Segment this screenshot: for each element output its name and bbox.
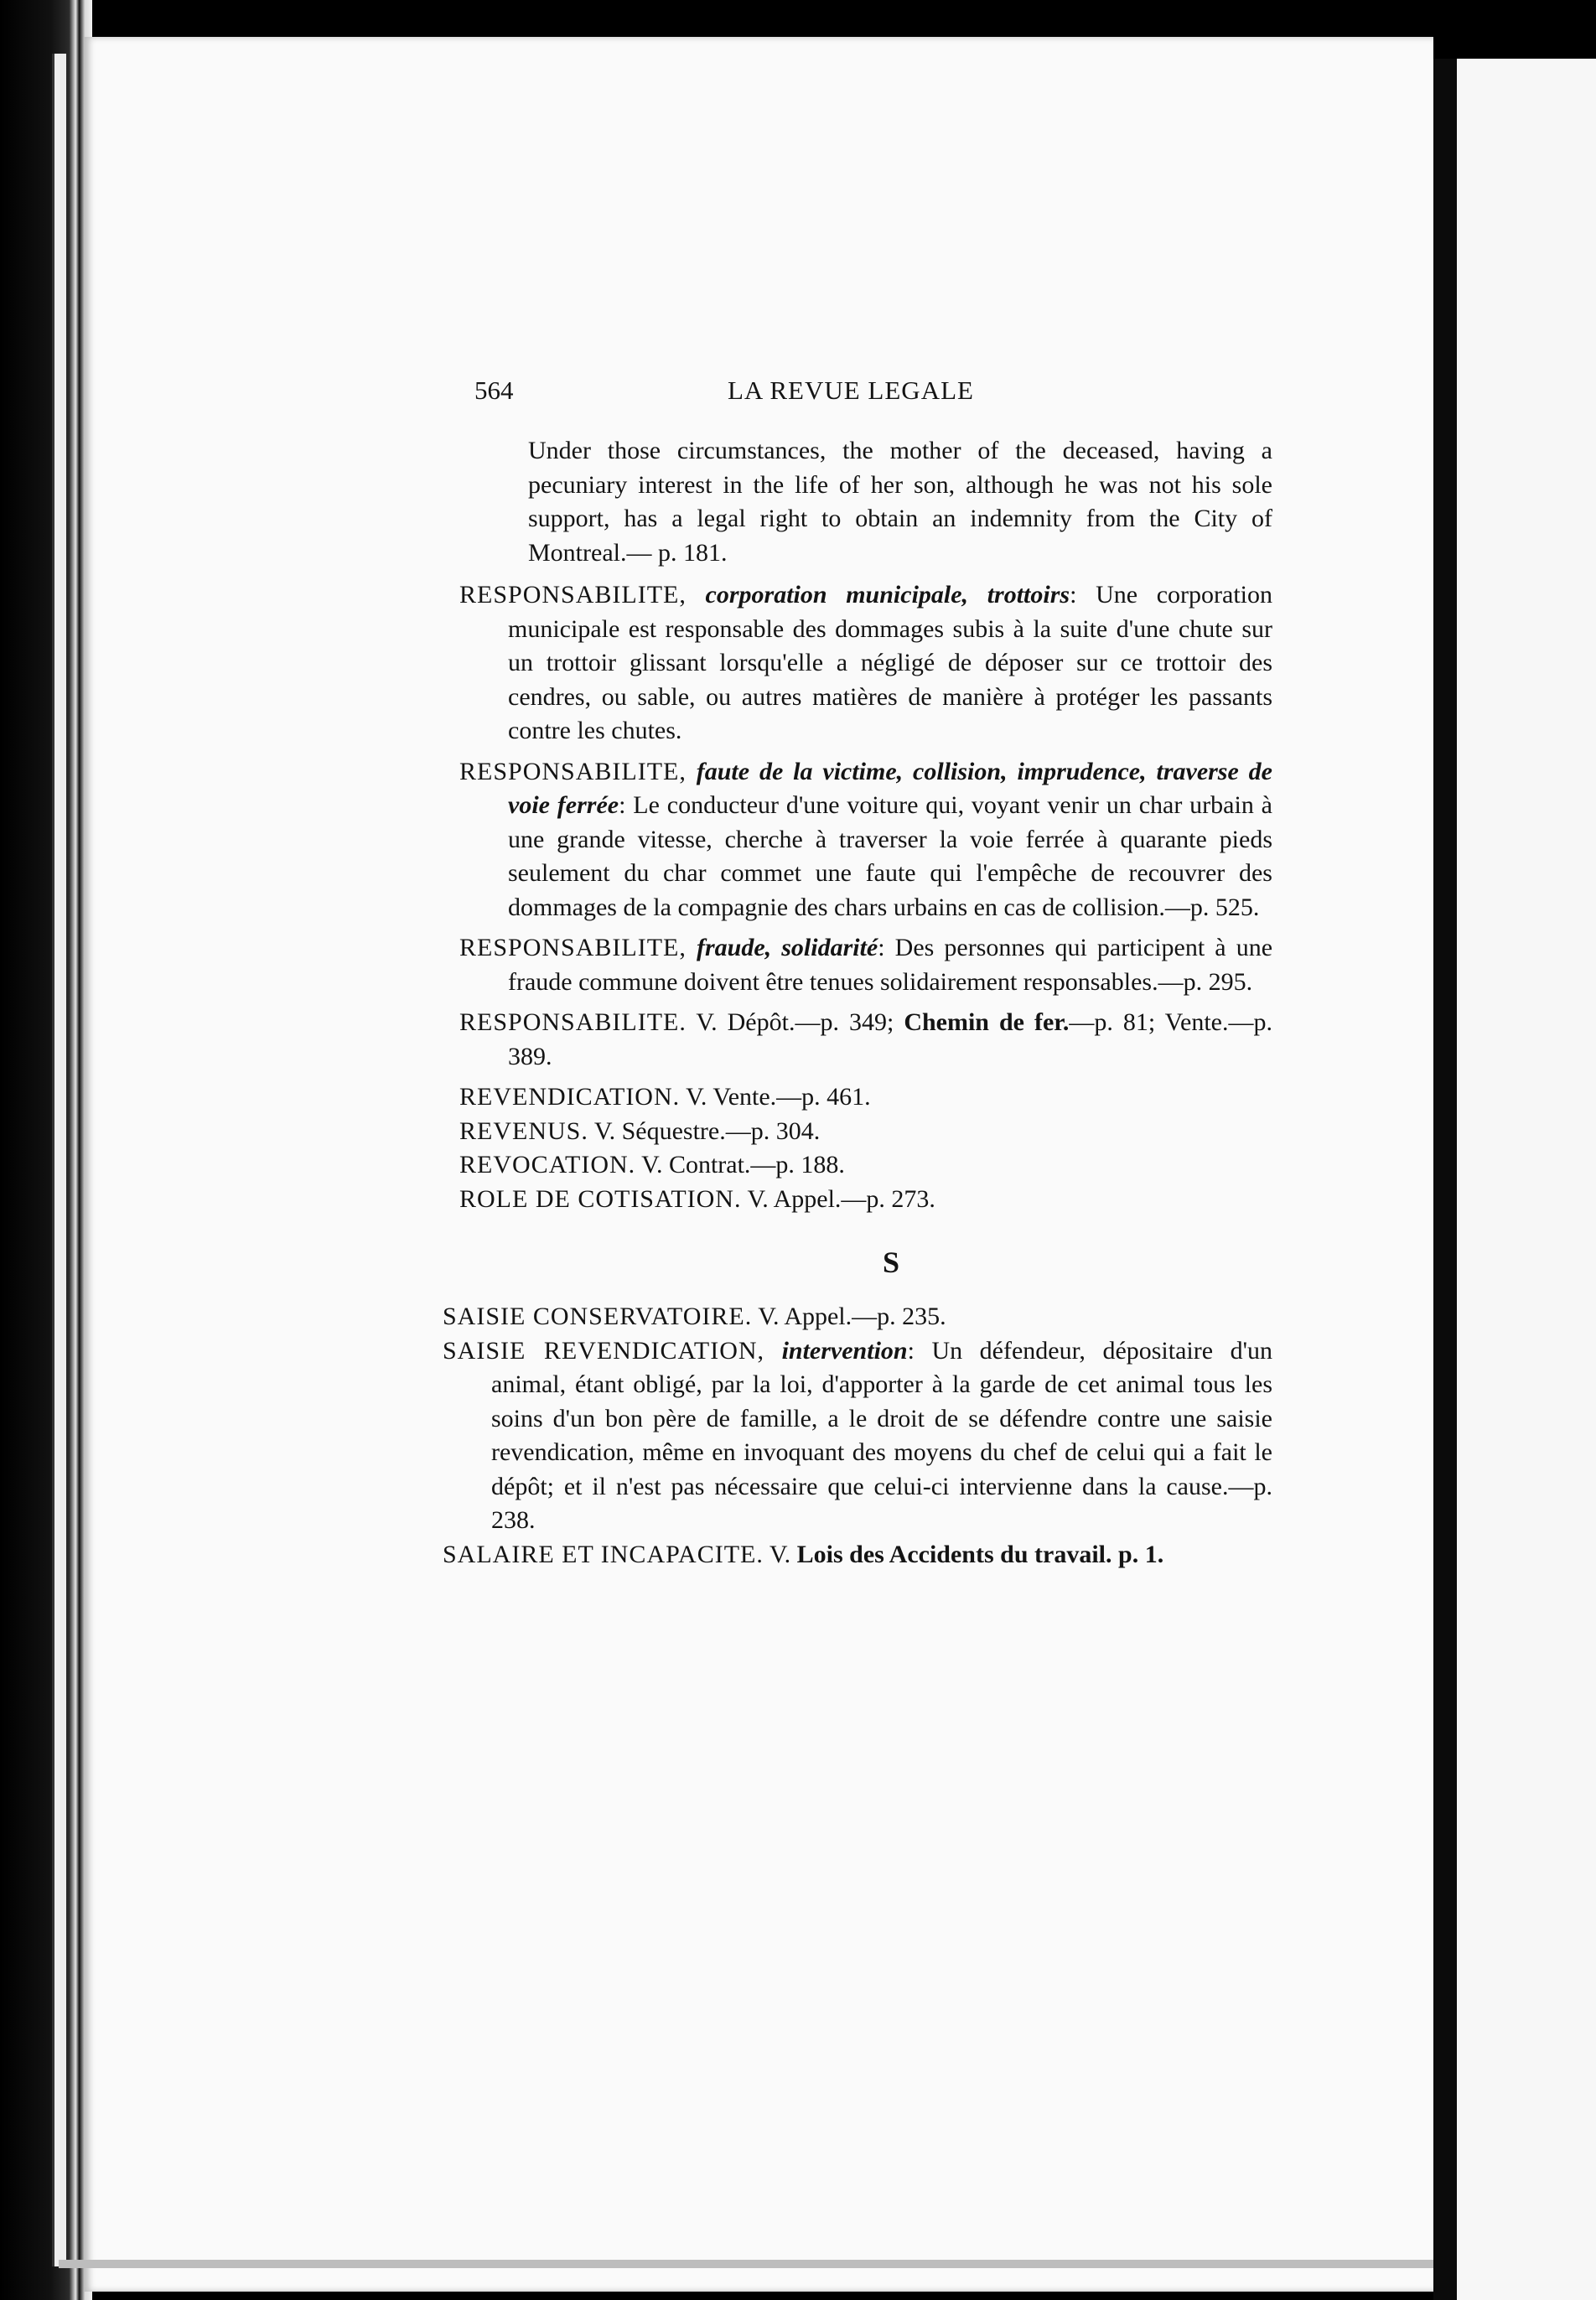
entry-subject: fraude, solidarité <box>696 934 878 961</box>
page-bottom-edge <box>59 2260 1442 2268</box>
entry-subject: corporation municipale, trottoirs <box>705 581 1070 609</box>
entry-text: : Des personnes qui participent à une fraude commune doivent être tenues solidairement responsables.—p. 295. <box>508 934 1273 996</box>
entry-text: V. Appel.—p. 273. <box>747 1184 935 1213</box>
index-entry <box>459 1006 1272 1074</box>
entry-headword: RESPONSABILITE, <box>459 757 687 785</box>
entry-headword: REVOCATION. <box>459 1151 636 1178</box>
page-edge <box>52 54 66 2266</box>
index-entry <box>443 1300 1272 1334</box>
entry-headword: SALAIRE ET INCAPACITE. <box>443 1540 764 1568</box>
section-letter: S <box>882 1246 900 1279</box>
index-entry <box>459 931 1272 999</box>
entry-text: —p. 81; Vente.—p. 389. <box>508 1008 1272 1070</box>
page-header <box>459 369 1272 419</box>
entry-headword: REVENDICATION. <box>459 1083 681 1111</box>
entry-subject: faute de la victime, collision, imprudence, traverse de voie ferrée <box>508 757 1273 819</box>
index-entry <box>459 578 1272 749</box>
entry-text: V. Appel.—p. 235. <box>758 1303 946 1330</box>
index-entry <box>459 1115 1272 1149</box>
page-gutter <box>1433 59 1457 2300</box>
page-text <box>443 369 1273 1572</box>
running-title: LA REVUE LEGALE <box>728 376 974 405</box>
section-s-entries <box>443 1300 1272 1572</box>
entry-text: V. Vente.—p. 461. <box>686 1083 871 1111</box>
page-number: 564 <box>474 376 514 405</box>
entry-headword: RESPONSABILITE, <box>459 934 687 961</box>
entry-text: : Une corporation municipale est responsable des dommages subis à la suite d'une chute sur un trottoir glissant lorsqu'elle a négligé de déposer sur ce trottoir des cendres, ou sable, ou autres matières de manière à protéger les passants contre les chutes. <box>508 581 1272 744</box>
index-entry <box>443 1538 1272 1572</box>
index-entry <box>443 1334 1272 1538</box>
entry-text: : Le conducteur d'une voiture qui, voyant venir un char urbain à une grande vitesse, cherche à traverser la voie ferrée à quarante pieds seulement du char commet une faute qui l'empêche de recouvrer des dommages de la compagnie des chars urbains en cas de collision.—p. 525. <box>508 791 1272 921</box>
book-spine <box>0 0 92 2300</box>
index-entry <box>459 1148 1272 1183</box>
entry-subject: intervention <box>781 1336 908 1365</box>
index-entry <box>459 1183 1272 1217</box>
entry-headword: RESPONSABILITE, <box>459 581 687 609</box>
entry-headword: RESPONSABILITE. <box>459 1008 687 1036</box>
entry-headword: REVENUS. <box>459 1116 588 1145</box>
entry-reference: Lois des Accidents du travail. p. 1. <box>796 1540 1164 1568</box>
entry-reference: Chemin de fer. <box>904 1008 1070 1036</box>
index-entry <box>459 755 1272 925</box>
entry-text: V. Séquestre.—p. 304. <box>593 1116 821 1145</box>
continued-paragraph: Under those circumstances, the mother of the deceased, having a pecuniary interest in the life of her son, although he was not his sole support, has a legal right to obtain an indemnity from the City of Montreal.— p. 181. <box>528 437 1272 567</box>
adjacent-page-strip <box>1457 59 1596 2300</box>
index-entry <box>459 1080 1272 1115</box>
entry-headword: SAISIE REVENDICATION, <box>443 1336 765 1365</box>
entry-text: V. Dépôt.—p. 349; <box>696 1008 904 1036</box>
entry-headword: ROLE DE COTISATION. <box>459 1184 742 1213</box>
entry-text: V. Contrat.—p. 188. <box>641 1151 845 1178</box>
entry-text: : Un défendeur, dépositaire d'un animal, étant obligé, par la loi, d'apporter à la garde de cet animal tous les soins d'un bon père de famille, a le droit de se défendre contre une saisie revendication, même en invoquant des moyens du chef de celui qui a fait le dépôt; et il n'est pas nécessaire que celui-ci intervienne dans la cause.—p. 238. <box>491 1336 1273 1534</box>
entry-text: V. <box>769 1540 797 1568</box>
entry-headword: SAISIE CONSERVATOIRE. <box>443 1303 753 1330</box>
